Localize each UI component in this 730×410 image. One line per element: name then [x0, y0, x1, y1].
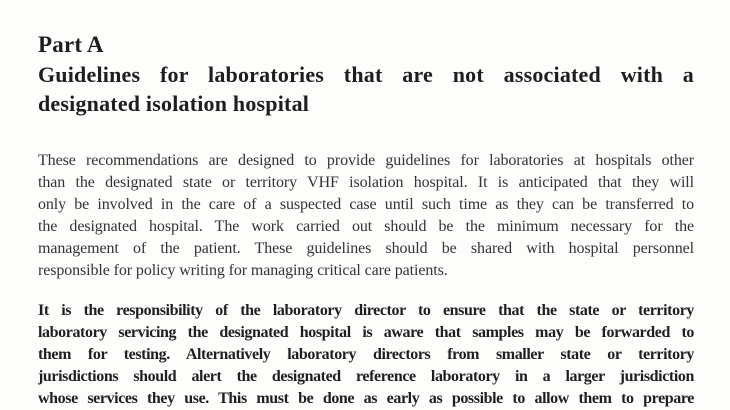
paragraph: [38, 300, 694, 410]
body-text: [38, 150, 694, 410]
body-text-line: whose services they use. This must be done as early as possible to allow them to prepare: [38, 390, 694, 407]
paragraph: [38, 150, 694, 282]
body-text-line: responsible for policy writing for managing critical care patients.: [38, 262, 448, 279]
title-line: designated isolation hospital: [38, 91, 310, 116]
part-heading: Part A: [38, 32, 104, 57]
body-text-line: It is the responsibility of the laboratory director to ensure that the state or territory: [38, 302, 694, 319]
document-title: [38, 60, 694, 118]
body-text-line: These recommendations are designed to provide guidelines for laboratories at hospitals other: [38, 152, 694, 169]
body-text-line: management of the patient. These guidelines should be shared with hospital personnel: [38, 240, 694, 257]
body-text-line: the designated hospital. The work carried out should be the minimum necessary for the: [38, 218, 694, 235]
body-text-line: only be involved in the care of a suspected case until such time as they can be transferred to: [38, 196, 694, 213]
body-text-line: jurisdictions should alert the designated reference laboratory in a larger jurisdiction: [38, 368, 694, 385]
title-line: Guidelines for laboratories that are not associated with a: [38, 62, 694, 87]
body-text-line: than the designated state or territory VHF isolation hospital. It is anticipated that they will: [38, 174, 694, 191]
body-text-line: them for testing. Alternatively laboratory directors from smaller state or territory: [38, 346, 694, 363]
body-text-line: laboratory servicing the designated hospital is aware that samples may be forwarded to: [38, 324, 694, 341]
